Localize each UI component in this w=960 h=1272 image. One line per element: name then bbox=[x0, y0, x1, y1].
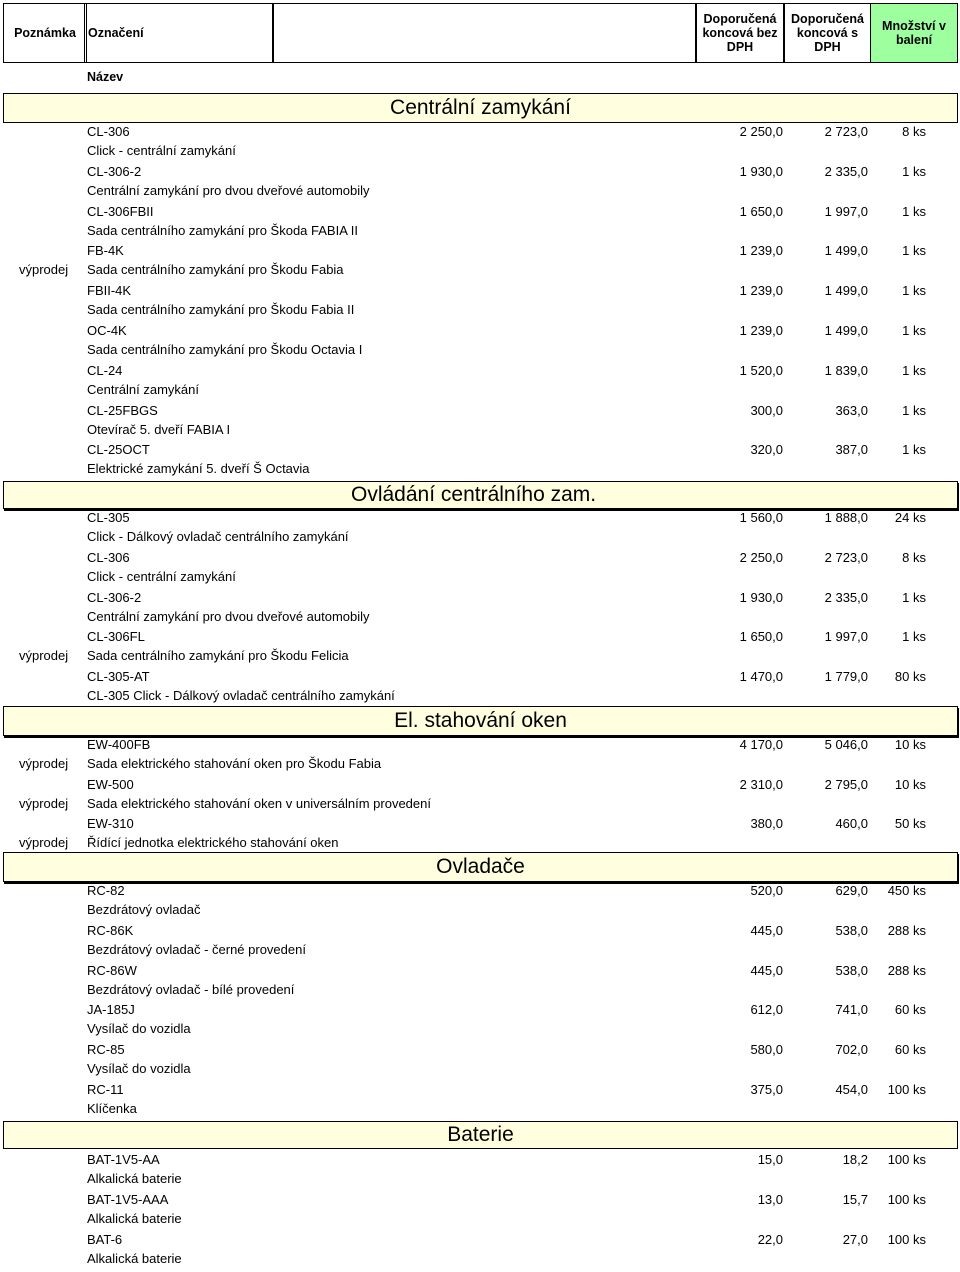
section-title: Ovládání centrálního zam. bbox=[351, 483, 597, 506]
product-name: Sada centrálního zamykání pro Škodu Fabia II bbox=[87, 302, 355, 317]
price-no-vat: 2 250,0 bbox=[739, 124, 783, 139]
product-name: Bezdrátový ovladač - černé provedení bbox=[87, 942, 306, 957]
package-quantity: 1 ks bbox=[902, 363, 926, 378]
product-code: BAT-1V5-AA bbox=[87, 1152, 160, 1167]
product-name: Alkalická baterie bbox=[87, 1171, 182, 1186]
package-quantity: 288 ks bbox=[887, 923, 926, 938]
package-quantity: 1 ks bbox=[902, 590, 926, 605]
product-name: Sada centrálního zamykání pro Škodu Fabia bbox=[87, 262, 344, 277]
product-name: Bezdrátový ovladač - bílé provedení bbox=[87, 982, 295, 997]
note-cell: výprodej bbox=[19, 796, 69, 811]
header-price-vat-line3: DPH bbox=[814, 40, 841, 54]
product-code: RC-86W bbox=[87, 963, 137, 978]
price-vat: 1 997,0 bbox=[824, 629, 868, 644]
price-vat: 538,0 bbox=[835, 963, 868, 978]
product-code: CL-25FBGS bbox=[87, 403, 158, 418]
price-vat: 741,0 bbox=[835, 1002, 868, 1017]
table-row bbox=[0, 283, 960, 323]
table-row bbox=[0, 883, 960, 923]
price-no-vat: 13,0 bbox=[757, 1192, 783, 1207]
header-price-no-vat-line1: Doporučená bbox=[703, 12, 777, 26]
package-quantity: 10 ks bbox=[894, 777, 926, 792]
product-name: Sada centrálního zamykání pro Škodu Octavia I bbox=[87, 342, 363, 357]
section-banner bbox=[3, 852, 958, 882]
price-vat: 15,7 bbox=[842, 1192, 868, 1207]
table-row bbox=[0, 629, 960, 669]
table-row bbox=[0, 124, 960, 164]
package-quantity: 1 ks bbox=[902, 204, 926, 219]
price-no-vat: 1 650,0 bbox=[739, 204, 783, 219]
header-blank bbox=[272, 3, 697, 63]
table-row bbox=[0, 1152, 960, 1192]
header-poznamka bbox=[3, 3, 87, 63]
package-quantity: 1 ks bbox=[902, 442, 926, 457]
table-row bbox=[0, 243, 960, 283]
package-quantity: 1 ks bbox=[902, 403, 926, 418]
price-no-vat: 320,0 bbox=[750, 442, 783, 457]
product-code: EW-500 bbox=[87, 777, 134, 792]
package-quantity: 1 ks bbox=[902, 164, 926, 179]
section-title: Baterie bbox=[447, 1123, 514, 1146]
price-no-vat: 1 470,0 bbox=[739, 669, 783, 684]
package-quantity: 10 ks bbox=[894, 737, 926, 752]
product-code: CL-24 bbox=[87, 363, 123, 378]
price-vat: 2 335,0 bbox=[824, 164, 868, 179]
product-code: CL-306FL bbox=[87, 629, 145, 644]
section-title: Ovladače bbox=[436, 855, 525, 878]
price-vat: 387,0 bbox=[835, 442, 868, 457]
price-no-vat: 2 310,0 bbox=[739, 777, 783, 792]
price-vat: 1 499,0 bbox=[824, 323, 868, 338]
package-quantity: 288 ks bbox=[887, 963, 926, 978]
package-quantity: 1 ks bbox=[902, 243, 926, 258]
header-price-vat bbox=[783, 3, 872, 63]
table-row bbox=[0, 963, 960, 1003]
table-row bbox=[0, 1232, 960, 1272]
package-quantity: 60 ks bbox=[894, 1042, 926, 1057]
section-banner bbox=[3, 93, 958, 123]
product-name: Sada elektrického stahování oken pro Škodu Fabia bbox=[87, 756, 382, 771]
product-name: Řídící jednotka elektrického stahování oken bbox=[87, 835, 339, 850]
price-vat: 2 795,0 bbox=[824, 777, 868, 792]
product-name: Click - centrální zamykání bbox=[87, 143, 236, 158]
product-code: BAT-1V5-AAA bbox=[87, 1192, 169, 1207]
package-quantity: 80 ks bbox=[894, 669, 926, 684]
product-code: FBII-4K bbox=[87, 283, 132, 298]
price-no-vat: 520,0 bbox=[750, 883, 783, 898]
price-vat: 5 046,0 bbox=[824, 737, 868, 752]
product-code: CL-305 bbox=[87, 510, 130, 525]
package-quantity: 100 ks bbox=[887, 1192, 926, 1207]
product-name: Centrální zamykání pro dvou dveřové automobily bbox=[87, 183, 370, 198]
price-no-vat: 1 930,0 bbox=[739, 590, 783, 605]
section-title: El. stahování oken bbox=[394, 709, 567, 732]
price-no-vat: 380,0 bbox=[750, 816, 783, 831]
table-row bbox=[0, 1082, 960, 1122]
product-code: EW-310 bbox=[87, 816, 134, 831]
product-name: Bezdrátový ovladač bbox=[87, 902, 201, 917]
table-row bbox=[0, 590, 960, 630]
price-vat: 1 997,0 bbox=[824, 204, 868, 219]
product-name: Click - Dálkový ovladač centrálního zamykání bbox=[87, 529, 349, 544]
price-no-vat: 445,0 bbox=[750, 923, 783, 938]
section-title: Centrální zamykání bbox=[390, 96, 571, 119]
product-code: CL-306FBII bbox=[87, 204, 154, 219]
price-no-vat: 22,0 bbox=[757, 1232, 783, 1247]
note-cell: výprodej bbox=[19, 756, 69, 771]
package-quantity: 1 ks bbox=[902, 283, 926, 298]
price-vat: 454,0 bbox=[835, 1082, 868, 1097]
price-no-vat: 580,0 bbox=[750, 1042, 783, 1057]
header-oznaceni-label: Označení bbox=[88, 26, 144, 40]
table-row bbox=[0, 1192, 960, 1232]
table-row bbox=[0, 363, 960, 403]
table-row bbox=[0, 816, 960, 856]
product-name: Elektrické zamykání 5. dveří Š Octavia bbox=[87, 461, 310, 476]
price-no-vat: 15,0 bbox=[757, 1152, 783, 1167]
product-code: CL-305-AT bbox=[87, 669, 150, 684]
price-vat: 2 723,0 bbox=[824, 124, 868, 139]
header-quantity bbox=[870, 3, 958, 63]
price-no-vat: 1 520,0 bbox=[739, 363, 783, 378]
product-name: Centrální zamykání pro dvou dveřové automobily bbox=[87, 609, 370, 624]
price-vat: 2 723,0 bbox=[824, 550, 868, 565]
product-code: JA-185J bbox=[87, 1002, 135, 1017]
table-row bbox=[0, 1002, 960, 1042]
section-banner bbox=[3, 706, 958, 736]
price-vat: 1 839,0 bbox=[824, 363, 868, 378]
product-code: CL-306-2 bbox=[87, 164, 142, 179]
price-no-vat: 1 239,0 bbox=[739, 323, 783, 338]
table-row bbox=[0, 737, 960, 777]
price-no-vat: 1 239,0 bbox=[739, 283, 783, 298]
note-cell: výprodej bbox=[19, 262, 69, 277]
table-row bbox=[0, 923, 960, 963]
price-vat: 460,0 bbox=[835, 816, 868, 831]
price-vat: 1 779,0 bbox=[824, 669, 868, 684]
header-price-no-vat-line2: koncová bez bbox=[702, 26, 778, 40]
product-code: RC-85 bbox=[87, 1042, 125, 1057]
price-vat: 629,0 bbox=[835, 883, 868, 898]
header-oznaceni bbox=[84, 3, 274, 63]
package-quantity: 1 ks bbox=[902, 629, 926, 644]
price-no-vat: 612,0 bbox=[750, 1002, 783, 1017]
product-code: RC-82 bbox=[87, 883, 125, 898]
table-row bbox=[0, 323, 960, 363]
price-vat: 18,2 bbox=[842, 1152, 868, 1167]
header-price-vat-line1: Doporučená bbox=[791, 12, 864, 26]
price-vat: 1 888,0 bbox=[824, 510, 868, 525]
price-vat: 538,0 bbox=[835, 923, 868, 938]
price-no-vat: 300,0 bbox=[750, 403, 783, 418]
section-banner bbox=[3, 1121, 958, 1149]
product-code: CL-25OCT bbox=[87, 442, 150, 457]
table-row bbox=[0, 204, 960, 244]
price-no-vat: 375,0 bbox=[750, 1082, 783, 1097]
price-vat: 2 335,0 bbox=[824, 590, 868, 605]
package-quantity: 8 ks bbox=[902, 124, 926, 139]
note-cell: výprodej bbox=[19, 835, 69, 850]
table-row bbox=[0, 669, 960, 709]
header-price-no-vat-line3: DPH bbox=[726, 40, 754, 54]
price-vat: 1 499,0 bbox=[824, 243, 868, 258]
price-no-vat: 1 560,0 bbox=[739, 510, 783, 525]
price-vat: 363,0 bbox=[835, 403, 868, 418]
product-name: Sada centrálního zamykání pro Škodu Felicia bbox=[87, 648, 349, 663]
price-no-vat: 1 930,0 bbox=[739, 164, 783, 179]
product-name: Vysílač do vozidla bbox=[87, 1061, 191, 1076]
product-name: Vysílač do vozidla bbox=[87, 1021, 191, 1036]
product-code: FB-4K bbox=[87, 243, 124, 258]
price-no-vat: 4 170,0 bbox=[739, 737, 783, 752]
product-code: RC-86K bbox=[87, 923, 134, 938]
product-code: CL-306-2 bbox=[87, 590, 142, 605]
table-row bbox=[0, 510, 960, 550]
price-vat: 27,0 bbox=[842, 1232, 868, 1247]
section-banner bbox=[3, 481, 958, 509]
product-name: Sada elektrického stahování oken v universálním provedení bbox=[87, 796, 431, 811]
price-no-vat: 2 250,0 bbox=[739, 550, 783, 565]
product-name: Centrální zamykání bbox=[87, 382, 199, 397]
product-code: CL-306 bbox=[87, 550, 130, 565]
package-quantity: 100 ks bbox=[887, 1152, 926, 1167]
product-name: Sada centrálního zamykání pro Škoda FABIA II bbox=[87, 223, 358, 238]
header-quantity-line1: Množství v bbox=[882, 19, 946, 33]
table-row bbox=[0, 777, 960, 817]
package-quantity: 8 ks bbox=[902, 550, 926, 565]
product-name: Alkalická baterie bbox=[87, 1211, 182, 1226]
product-code: EW-400FB bbox=[87, 737, 151, 752]
product-name: Click - centrální zamykání bbox=[87, 569, 236, 584]
table-row bbox=[0, 1042, 960, 1082]
package-quantity: 24 ks bbox=[894, 510, 926, 525]
price-no-vat: 1 239,0 bbox=[739, 243, 783, 258]
table-row bbox=[0, 403, 960, 443]
package-quantity: 100 ks bbox=[887, 1232, 926, 1247]
header-quantity-line2: balení bbox=[895, 33, 933, 47]
product-name: Otevírač 5. dveří FABIA I bbox=[87, 422, 231, 437]
package-quantity: 50 ks bbox=[894, 816, 926, 831]
product-name: Klíčenka bbox=[87, 1101, 137, 1116]
header-price-vat-line2: koncová s bbox=[796, 26, 859, 40]
product-code: BAT-6 bbox=[87, 1232, 123, 1247]
price-no-vat: 1 650,0 bbox=[739, 629, 783, 644]
table-row bbox=[0, 550, 960, 590]
note-cell: výprodej bbox=[19, 648, 69, 663]
package-quantity: 60 ks bbox=[894, 1002, 926, 1017]
product-code: OC-4K bbox=[87, 323, 127, 338]
price-vat: 702,0 bbox=[835, 1042, 868, 1057]
header-poznamka-label: Poznámka bbox=[14, 26, 76, 40]
package-quantity: 100 ks bbox=[887, 1082, 926, 1097]
product-code: RC-11 bbox=[87, 1082, 124, 1097]
price-vat: 1 499,0 bbox=[824, 283, 868, 298]
product-code: CL-306 bbox=[87, 124, 130, 139]
product-name: CL-305 Click - Dálkový ovladač centrálního zamykání bbox=[87, 688, 395, 703]
product-name: Alkalická baterie bbox=[87, 1251, 182, 1266]
table-row bbox=[0, 442, 960, 482]
price-no-vat: 445,0 bbox=[750, 963, 783, 978]
package-quantity: 1 ks bbox=[902, 323, 926, 338]
package-quantity: 450 ks bbox=[887, 883, 926, 898]
header-nazev: Název bbox=[87, 70, 124, 84]
header-price-no-vat bbox=[695, 3, 785, 63]
table-row bbox=[0, 164, 960, 204]
